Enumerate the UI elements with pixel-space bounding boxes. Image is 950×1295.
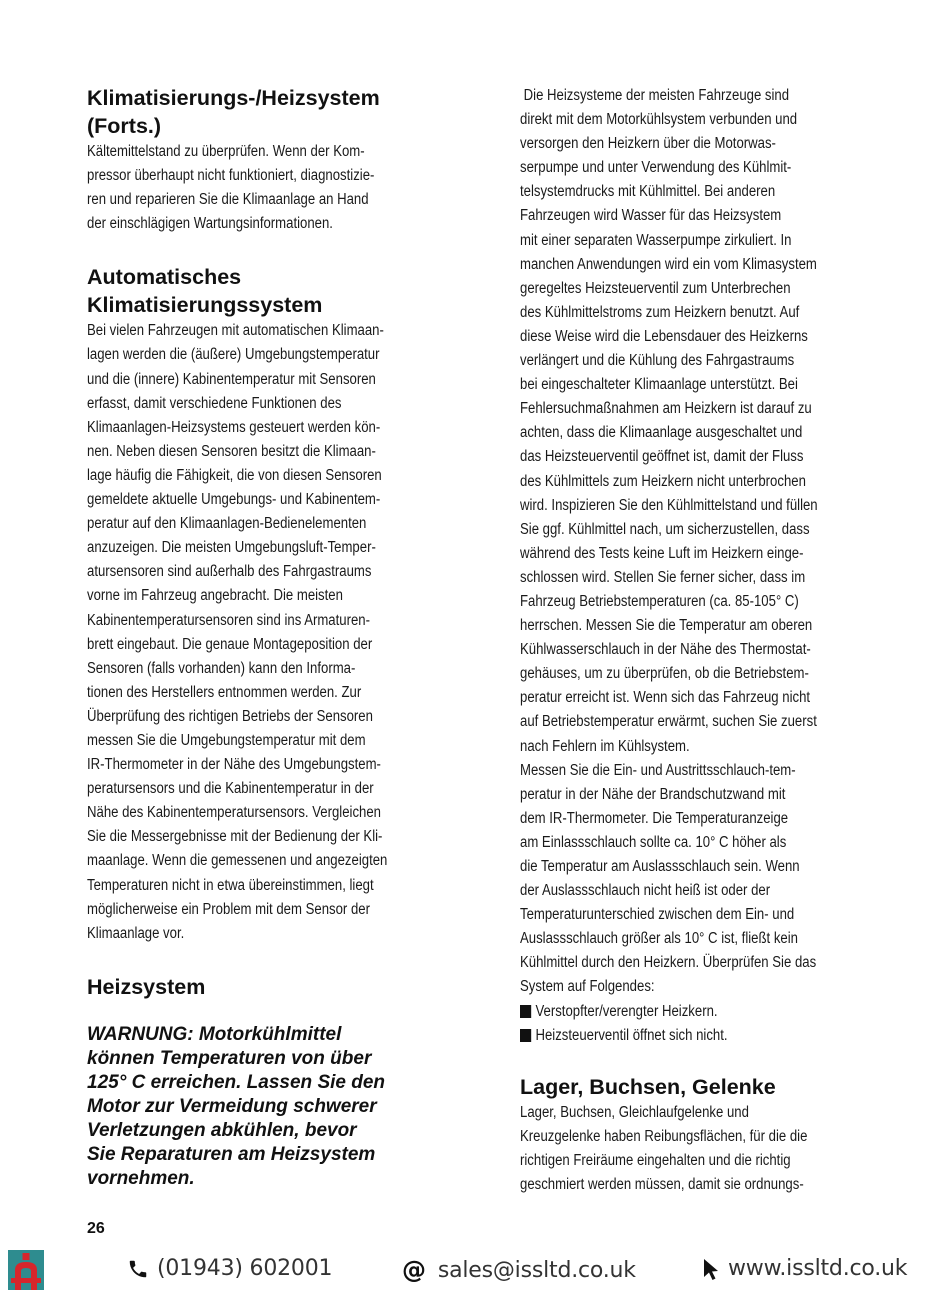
- text-line: manchen Anwendungen wird ein vom Klimasystem: [520, 255, 817, 273]
- text-line: Nähe des Kabinentemperatursensors. Vergleichen: [87, 804, 381, 822]
- text-line: peratursensors und die Kabinentemperatur in der: [87, 780, 374, 798]
- text-line: Bei vielen Fahrzeugen mit automatischen Klimaan-: [87, 322, 384, 340]
- title-line: Heizsystem: [87, 974, 206, 999]
- right-column: [520, 84, 880, 1197]
- text-line: Sie ggf. Kühlmittel nach, um sicherzustellen, dass: [520, 520, 810, 538]
- text-line: gemeldete aktuelle Umgebungs- und Kabinentem-: [87, 491, 381, 509]
- text-line: versorgen den Heizkern über die Motorwas-: [520, 135, 776, 153]
- cursor-icon: [702, 1257, 720, 1281]
- warning-line: 125° C erreichen. Lassen Sie den: [87, 1071, 386, 1093]
- text-line: maanlage. Wenn die gemessenen und angezeigten: [87, 852, 388, 870]
- warning-line: können Temperaturen von über: [87, 1047, 372, 1069]
- text-line: IR-Thermometer in der Nähe des Umgebungstem-: [87, 756, 381, 774]
- text-line: Kabinentemperatursensoren sind ins Armaturen-: [87, 611, 370, 629]
- text-line: nach Fehlern im Kühlsystem.: [520, 737, 690, 755]
- text-line: Fahrzeugen wird Wasser für das Heizsystem: [520, 207, 782, 225]
- section-body-heizsystem: [520, 84, 879, 1048]
- text-line: Die Heizsysteme der meisten Fahrzeuge sind: [520, 87, 790, 104]
- phone-icon: [127, 1258, 149, 1280]
- text-line: Sensoren (falls vorhanden) kann den Informa-: [87, 659, 356, 677]
- text-line: schlossen wird. Stellen Sie ferner sicher, dass im: [520, 568, 806, 586]
- text-line: Temperaturen nicht in etwa übereinstimmen, liegt: [87, 876, 374, 894]
- text-line: am Einlassschlauch sollte ca. 10° C höher als: [520, 833, 787, 851]
- text-line: die Temperatur am Auslassschlauch sein. Wenn: [520, 858, 800, 875]
- text-line: Sie die Messergebnisse mit der Bedienung der Kli-: [87, 828, 383, 846]
- text-line: verlängert und die Kühlung des Fahrgastraums: [520, 352, 795, 370]
- title-line: Automatisches: [87, 265, 242, 290]
- company-logo-icon: [8, 1250, 44, 1290]
- text-line: Klimaanlagen-Heizsystems gesteuert werden kön-: [87, 418, 381, 436]
- footer: [0, 1250, 950, 1295]
- text-line: lage häufig die Fähigkeit, die von diesen Sensoren: [87, 466, 382, 484]
- text-line: richtigen Freiräume eingehalten und die richtig: [520, 1151, 791, 1169]
- warning-line: Sie Reparaturen am Heizsystem: [87, 1143, 376, 1165]
- text-line: Überprüfung des richtigen Betriebs der Sensoren: [87, 707, 373, 725]
- bullet-text: Heizsteuerventil öffnet sich nicht.: [535, 1026, 728, 1044]
- text-line: Kühlwasserschlauch in der Nähe des Thermostat-: [520, 641, 811, 659]
- text-line: und die (innere) Kabinentemperatur mit Sensoren: [87, 370, 376, 388]
- title-line: Lager, Buchsen, Gelenke: [520, 1074, 776, 1099]
- text-line: des Kühlmittels zum Heizkern nicht unterbrochen: [520, 472, 806, 490]
- section-body-automatik: [87, 319, 446, 945]
- text-line: der Auslassschlauch nicht heiß ist oder der: [520, 882, 771, 900]
- text-line: dem IR-Thermometer. Die Temperaturanzeige: [520, 809, 789, 827]
- bullet-text: Verstopfter/verengter Heizkern.: [535, 1002, 718, 1020]
- text-line: Fehlersuchmaßnahmen am Heizkern ist darauf zu: [520, 400, 812, 418]
- text-line: Kältemittelstand zu überprüfen. Wenn der Kom-: [87, 143, 365, 160]
- footer-web[interactable]: [702, 1256, 907, 1281]
- section-title-heizsystem: [87, 973, 447, 1001]
- text-line: gehäuses, um zu überprüfen, ob die Betriebstem-: [520, 665, 809, 683]
- footer-email[interactable]: [402, 1256, 636, 1284]
- text-line: anzuzeigen. Die meisten Umgebungsluft-Temper-: [87, 539, 376, 557]
- text-line: pressor überhaupt nicht funktioniert, diagnostizie-: [87, 167, 375, 185]
- text-line: System auf Folgendes:: [520, 978, 655, 996]
- title-line: Klimatisierungssystem: [87, 293, 323, 318]
- text-line: diese Weise wird die Lebensdauer des Heizkerns: [520, 327, 808, 345]
- text-line: herrschen. Messen Sie die Temperatur am oberen: [520, 617, 813, 635]
- text-line: atursensoren sind außerhalb des Fahrgastraums: [87, 563, 372, 581]
- section-body-lager: [520, 1101, 879, 1197]
- text-line: des Kühlmittelstroms zum Heizkern benutzt. Auf: [520, 303, 800, 321]
- text-line: Temperaturunterschied zwischen dem Ein- und: [520, 906, 795, 924]
- text-line: Lager, Buchsen, Gleichlaufgelenke und: [520, 1103, 749, 1121]
- text-line: tionen des Herstellers entnommen werden. Zur: [87, 683, 362, 701]
- text-line: nen. Neben diesen Sensoren besitzt die Klimaan-: [87, 442, 376, 460]
- warning-line: Verletzungen abkühlen, bevor: [87, 1119, 357, 1141]
- text-line: achten, dass die Klimaanlage ausgeschaltet und: [520, 424, 803, 442]
- square-bullet-icon: [520, 1029, 531, 1042]
- section-title-lager: [520, 1073, 880, 1101]
- text-line: geschmiert werden müssen, damit sie ordnungs-: [520, 1176, 804, 1194]
- page-number: 26: [87, 1220, 105, 1237]
- text-line: erfasst, damit verschiedene Funktionen des: [87, 394, 342, 412]
- section-title-automatik: [87, 263, 447, 319]
- text-line: vorne im Fahrzeug angebracht. Die meisten: [87, 587, 343, 605]
- text-line: Kreuzgelenke haben Reibungsflächen, für die die: [520, 1127, 808, 1145]
- warning-line: Motor zur Vermeidung schwerer: [87, 1095, 377, 1117]
- section-body-klimatisierung: [87, 140, 446, 236]
- text-line: serpumpe und unter Verwendung des Kühlmit-: [520, 159, 792, 177]
- text-line: bei eingeschalteter Klimaanlage unterstützt. Bei: [520, 376, 798, 394]
- section-title-klimatisierung: [87, 84, 447, 140]
- text-line: Messen Sie die Ein- und Austrittsschlauch-tem-: [520, 761, 796, 779]
- text-line: brett eingebaut. Die genaue Montageposition der: [87, 635, 373, 653]
- text-line: peratur auf den Klimaanlagen-Bedienelementen: [87, 515, 367, 533]
- text-line: geregeltes Heizsteuerventil zum Unterbrechen: [520, 279, 791, 297]
- text-line: peratur in der Nähe der Brandschutzwand mit: [520, 785, 786, 803]
- footer-phone[interactable]: [127, 1256, 332, 1281]
- email-address: sales@issltd.co.uk: [437, 1257, 636, 1283]
- text-line: messen Sie die Umgebungstemperatur mit dem: [87, 731, 366, 749]
- website-url: www.issltd.co.uk: [728, 1256, 908, 1281]
- warning-box: [87, 1023, 447, 1191]
- title-line: Klimatisierungs-/Heizsystem: [87, 86, 380, 110]
- phone-number: (01943) 602001: [157, 1256, 333, 1281]
- warning-line: vornehmen.: [87, 1167, 195, 1189]
- text-line: während des Tests keine Luft im Heizkern einge-: [520, 544, 804, 562]
- text-line: mit einer separaten Wasserpumpe zirkuliert. In: [520, 231, 792, 249]
- text-line: ren und reparieren Sie die Klimaanlage an Hand: [87, 191, 369, 209]
- text-line: Klimaanlage vor.: [87, 924, 185, 942]
- text-line: Fahrzeug Betriebstemperaturen (ca. 85-105° C): [520, 592, 799, 610]
- text-line: möglicherweise ein Problem mit dem Sensor der: [87, 900, 370, 918]
- text-line: direkt mit dem Motorkühlsystem verbunden und: [520, 111, 798, 129]
- text-line: telsystemdrucks mit Kühlmittel. Bei anderen: [520, 183, 776, 201]
- at-icon: @: [402, 1256, 426, 1284]
- bullet-item: [520, 1000, 879, 1024]
- warning-line: WARNUNG: Motorkühlmittel: [87, 1023, 342, 1045]
- text-line: auf Betriebstemperatur erwärmt, suchen Sie zuerst: [520, 713, 817, 731]
- text-line: Kühlmittel durch den Heizkern. Überprüfen Sie das: [520, 954, 817, 972]
- text-line: das Heizsteuerventil geöffnet ist, damit der Fluss: [520, 448, 804, 466]
- square-bullet-icon: [520, 1005, 531, 1018]
- left-column: [87, 84, 447, 1191]
- text-line: peratur erreicht ist. Wenn sich das Fahrzeug nicht: [520, 689, 811, 707]
- text-line: lagen werden die (äußere) Umgebungstemperatur: [87, 346, 380, 364]
- text-line: wird. Inspizieren Sie den Kühlmittelstand und füllen: [520, 496, 818, 514]
- text-line: der einschlägigen Wartungsinformationen.: [87, 215, 333, 233]
- bullet-item: [520, 1024, 879, 1048]
- title-line: (Forts.): [87, 114, 162, 138]
- text-line: Auslassschlauch größer als 10° C ist, fließt kein: [520, 930, 798, 948]
